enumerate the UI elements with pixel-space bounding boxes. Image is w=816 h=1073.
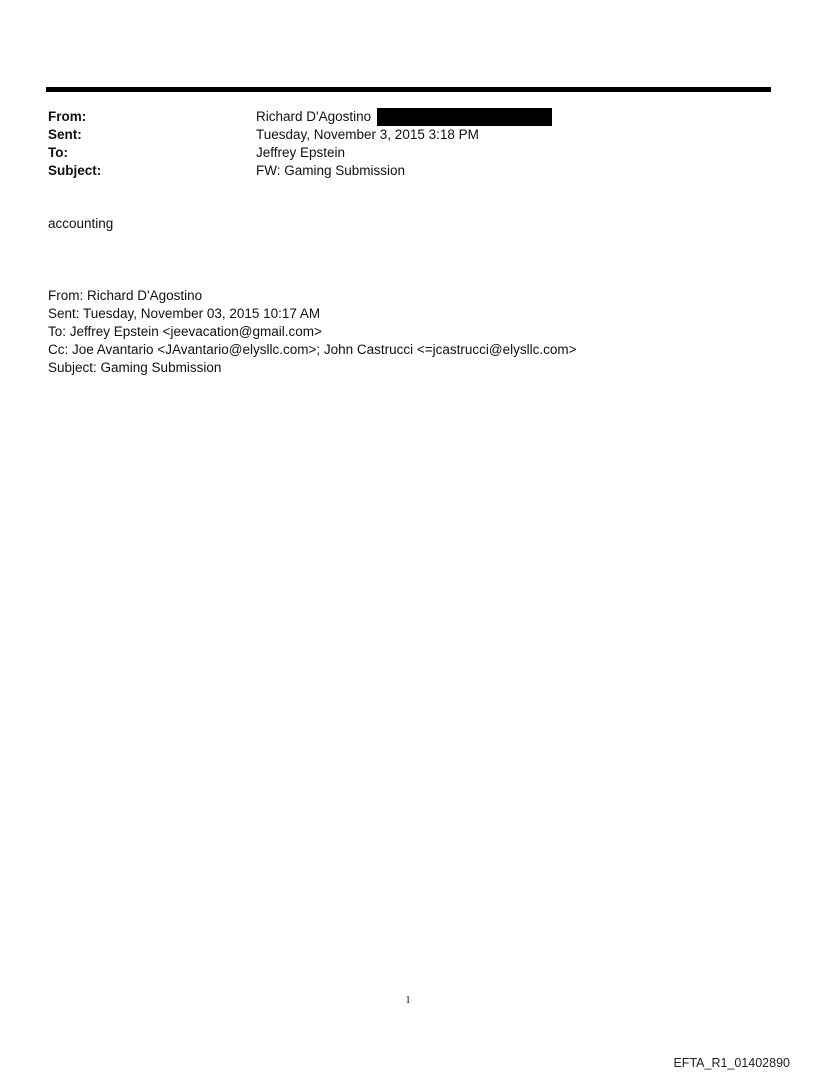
forwarded-to: To: Jeffrey Epstein <jeevacation@gmail.com> [48, 324, 322, 339]
sent-row [48, 126, 748, 144]
from-row [48, 108, 748, 126]
from-value [256, 108, 552, 126]
subject-label: Subject: [48, 163, 102, 178]
header-divider [46, 87, 771, 92]
from-name: Richard D'Agostino [256, 109, 372, 124]
from-label: From: [48, 109, 87, 124]
forwarded-subject: Subject: Gaming Submission [48, 360, 222, 375]
page-number: 1 [405, 994, 411, 1006]
document-id: EFTA_R1_01402890 [673, 1056, 790, 1070]
to-value: Jeffrey Epstein [256, 145, 346, 160]
email-header [48, 108, 748, 180]
forwarded-from: From: Richard D'Agostino [48, 288, 203, 303]
forwarded-sent: Sent: Tuesday, November 03, 2015 10:17 AM [48, 306, 321, 321]
email-body: accounting [48, 216, 114, 231]
to-label: To: [48, 145, 68, 160]
subject-value: FW: Gaming Submission [256, 163, 406, 178]
forwarded-message-header [48, 287, 577, 377]
forwarded-cc: Cc: Joe Avantario <JAvantario@elysllc.com>; John Castrucci <=jcastrucci@elysllc.com> [48, 342, 577, 357]
sent-label: Sent: [48, 127, 82, 142]
redaction-box [377, 108, 552, 126]
to-row [48, 144, 748, 162]
subject-row [48, 162, 748, 180]
sent-value: Tuesday, November 3, 2015 3:18 PM [256, 127, 479, 142]
